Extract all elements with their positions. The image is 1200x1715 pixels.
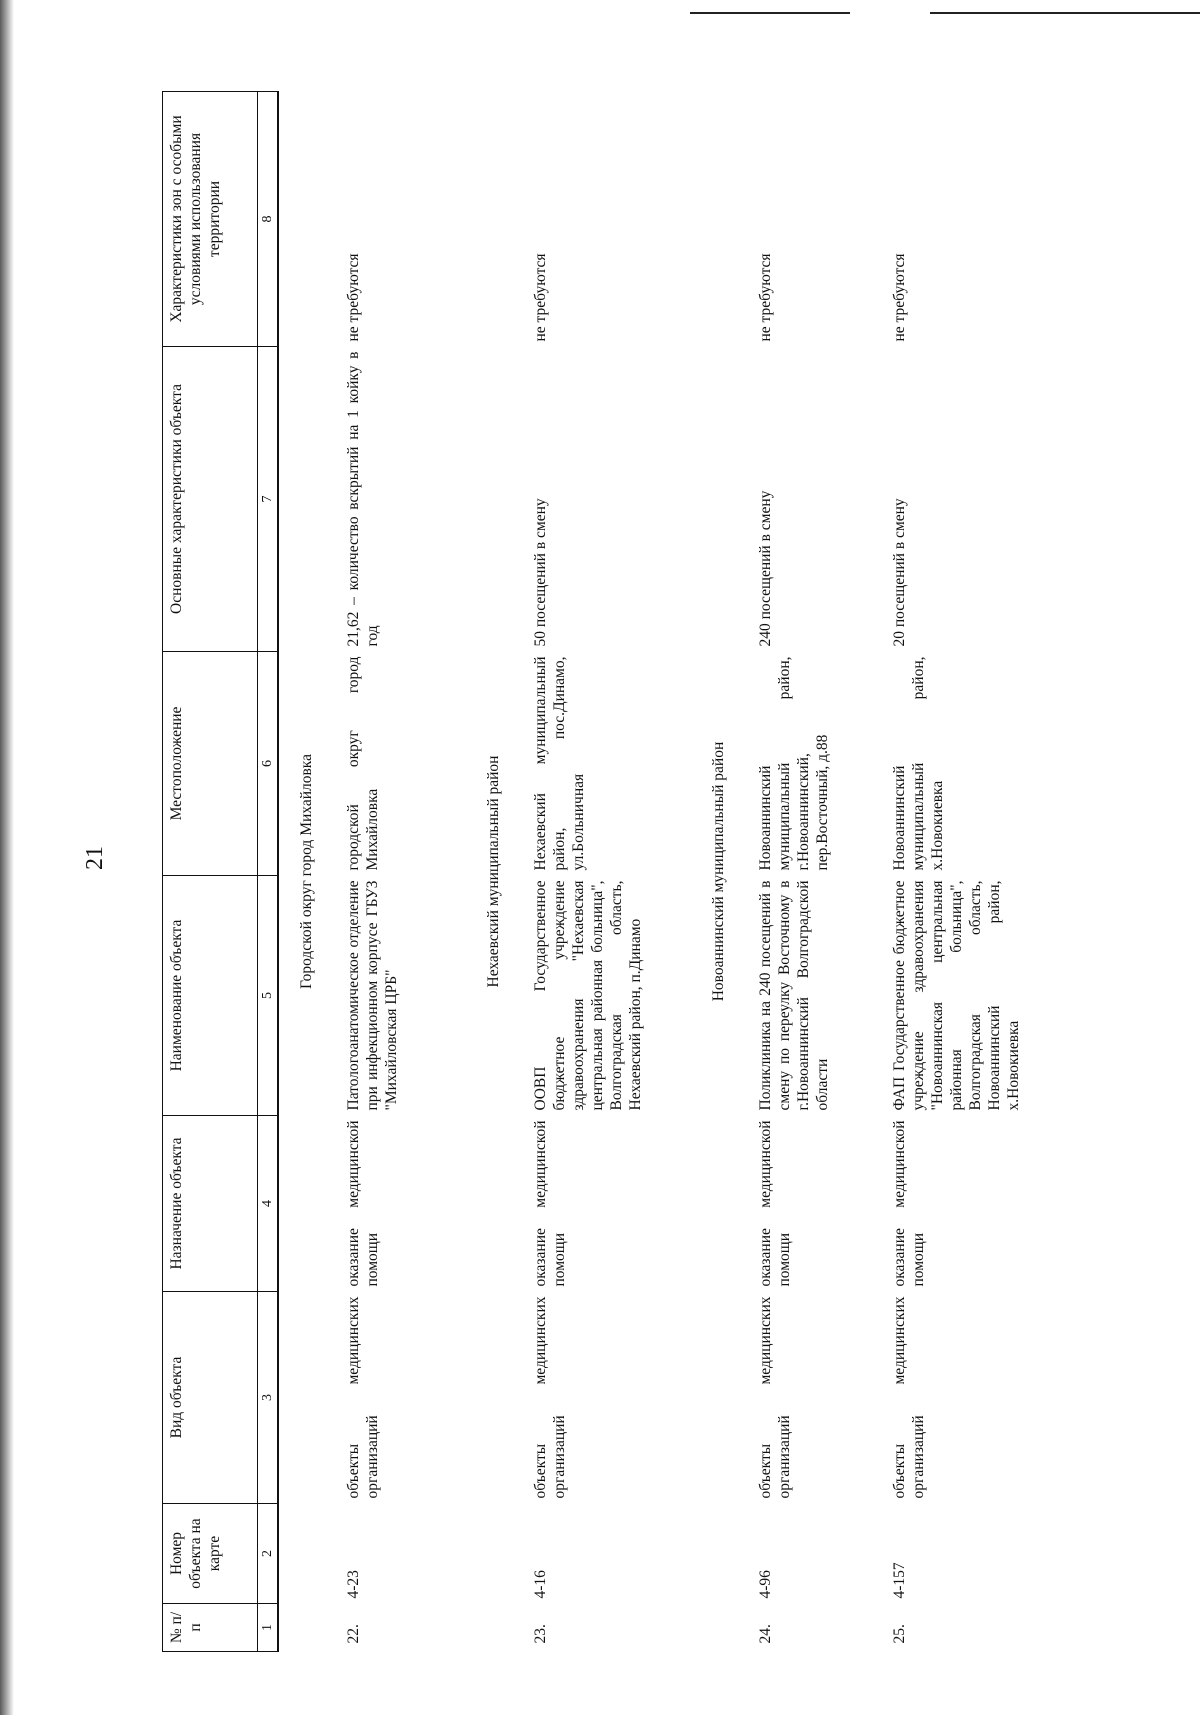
cell-name: ООВП Государственное бюджетное учреждение здравоохранения "Нехаевская центральная районная больница", Волгоградская область, Нехаевский район, п.Динамо — [532, 880, 644, 1111]
cell-location: Новоаннинский муниципальный район, г.Новоаннинский, пер.Восточный, д.88 — [757, 656, 831, 871]
cell-characteristics: 240 посещений в смену — [757, 490, 774, 647]
cell-characteristics: 50 посещений в смену — [532, 498, 549, 647]
table-row — [878, 92, 1058, 1652]
cell-map-id: 4-96 — [757, 1570, 774, 1599]
table-row — [744, 92, 878, 1652]
scan-binding-shadow — [0, 0, 14, 1715]
cell-zones: не требуются — [891, 253, 908, 342]
cell-purpose: оказание медицинской помощи — [345, 1120, 381, 1287]
column-number: 3 — [258, 1292, 279, 1504]
cell-purpose: оказание медицинской помощи — [757, 1120, 793, 1287]
cell-name: ФАП Государственное бюджетное учреждение здравоохранения "Новоаннинская центральная районная больница", Волгоградская область, Новоаннинский район, х.Новокиевка — [891, 880, 1022, 1111]
cell-zones: не требуются — [532, 253, 549, 342]
section-title: Нехаевский муниципальный район — [485, 755, 502, 988]
column-number: 7 — [258, 347, 279, 652]
header-cell: Характеристики зон с особыми условиями использования территории — [163, 92, 258, 347]
cell-num: 24. — [757, 1624, 774, 1644]
cell-location: Нехаевский муниципальный район, пос.Динамо, ул.Больничная — [532, 656, 587, 871]
section-title: Городской округ город Михайловка — [298, 754, 315, 989]
cell-location: городской округ город Михайловка — [345, 656, 381, 871]
cell-map-id: 4-23 — [345, 1570, 362, 1599]
cell-zones: не требуются — [345, 253, 362, 342]
cell-purpose: оказание медицинской помощи — [891, 1120, 927, 1287]
cell-num: 25. — [891, 1624, 908, 1644]
scan-edge-line-2 — [930, 12, 1200, 14]
header-cell: № п/п — [163, 1604, 258, 1652]
cell-location: Новоаннинский муниципальный район, х.Новокиевка — [891, 656, 946, 871]
objects-table — [162, 91, 1058, 1652]
cell-type: объекты медицинских организаций — [532, 1296, 568, 1499]
header-cell: Вид объекта — [163, 1292, 258, 1504]
table-header-row — [163, 92, 258, 1652]
cell-name: Поликлиника на 240 посещений в смену по переулку Восточному в г.Новоаннинский Волгоградской области — [757, 880, 831, 1111]
cell-num: 23. — [532, 1624, 549, 1644]
column-number: 6 — [258, 652, 279, 876]
cell-characteristics: 21,62 – количество вскрытий на 1 койку в год — [345, 351, 381, 647]
header-cell: Номер объекта на карте — [163, 1504, 258, 1604]
cell-map-id: 4-157 — [891, 1562, 908, 1599]
column-number: 4 — [258, 1116, 279, 1292]
cell-characteristics: 20 посещений в смену — [891, 498, 908, 647]
rotated-table-page — [162, 92, 1172, 1652]
cell-type: объекты медицинских организаций — [891, 1296, 927, 1499]
section-heading-row — [278, 92, 332, 1652]
header-cell: Местоположение — [163, 652, 258, 876]
column-number-row — [258, 92, 279, 1652]
cell-type: объекты медицинских организаций — [757, 1296, 793, 1499]
column-number: 5 — [258, 876, 279, 1116]
cell-name: Патологоанатомическое отделение при инфекционном корпусе ГБУЗ "Михайловская ЦРБ" — [345, 880, 400, 1111]
cell-num: 22. — [345, 1624, 362, 1644]
column-number: 2 — [258, 1504, 279, 1604]
cell-zones: не требуются — [757, 253, 774, 342]
page-number: 21 — [82, 846, 108, 870]
header-cell: Назначение объекта — [163, 1116, 258, 1292]
scan-edge-line-1 — [690, 12, 850, 14]
section-heading-row — [466, 92, 519, 1652]
column-number: 1 — [258, 1604, 279, 1652]
cell-type: объекты медицинских организаций — [345, 1296, 381, 1499]
section-title: Новоаннинский муниципальный район — [710, 741, 727, 1002]
table-row — [332, 92, 466, 1652]
header-cell: Основные характеристики объекта — [163, 347, 258, 652]
header-cell: Наименование объекта — [163, 876, 258, 1116]
section-heading-row — [691, 92, 744, 1652]
table-row — [519, 92, 691, 1652]
cell-purpose: оказание медицинской помощи — [532, 1120, 568, 1287]
cell-map-id: 4-16 — [532, 1570, 549, 1599]
column-number: 8 — [258, 92, 279, 347]
